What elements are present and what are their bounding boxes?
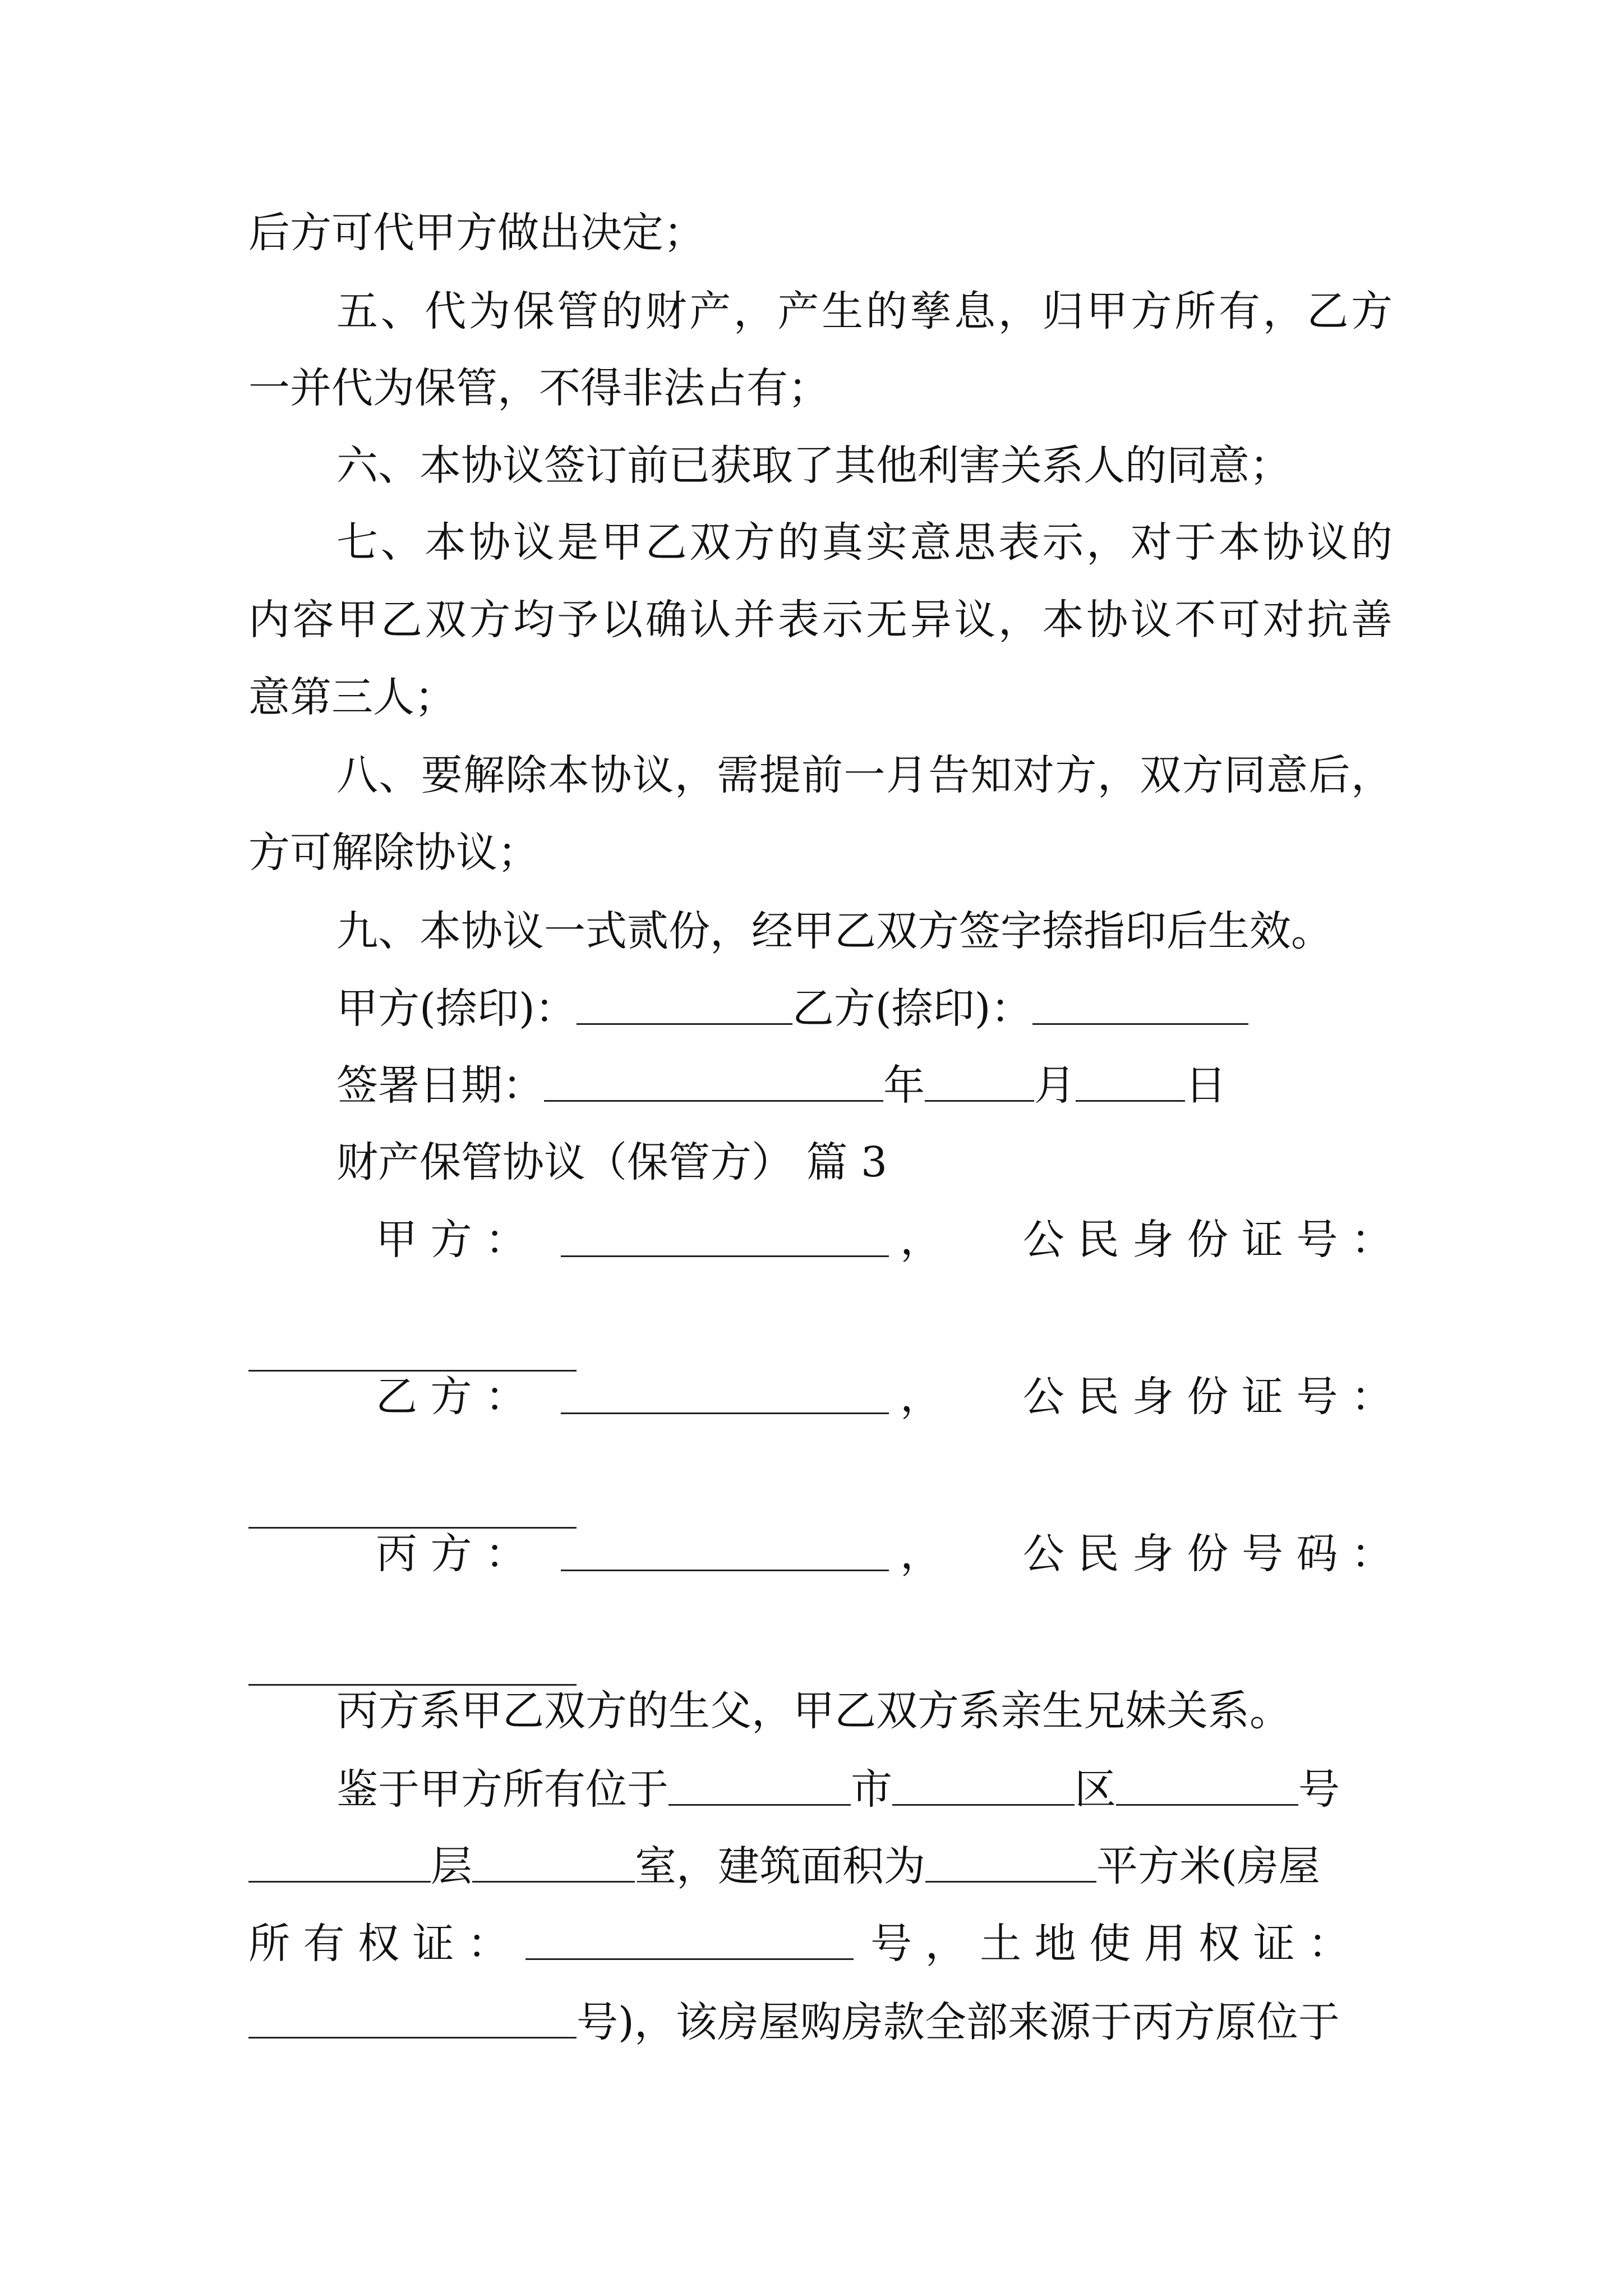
- date-label: 签署日期：: [336, 1061, 544, 1110]
- text: 方可解除协议；: [248, 829, 539, 877]
- text: 意第三人；: [248, 673, 456, 721]
- text-line: [248, 822, 1393, 884]
- text-line: [248, 666, 1393, 728]
- clause-8: [336, 744, 1393, 806]
- year-label: 年: [883, 1061, 925, 1110]
- text: 一并代为保管，不得非法占有；: [248, 364, 829, 412]
- property-line-4: [248, 1991, 1393, 2053]
- party-a-seal-label: 甲方(捺印)：: [336, 984, 577, 1033]
- clause-7: [336, 512, 1393, 573]
- id-label: 公 民 身 份 号 码 ：: [1022, 1530, 1393, 1578]
- clause-6: [336, 435, 1481, 496]
- date-line: [336, 1055, 1481, 1116]
- comma: ，: [900, 1530, 942, 1578]
- ownership-cert-blank: [525, 1921, 854, 1960]
- party-b-line: [376, 1366, 1393, 1428]
- section-title: [336, 1131, 1481, 1193]
- text: 号)，该房屋购房款全部来源于丙方原位于: [577, 1998, 1340, 2046]
- month-label: 月: [1034, 1061, 1076, 1110]
- property-line-2: [248, 1835, 1393, 1897]
- text: 后方可代甲方做出决定；: [248, 209, 705, 257]
- text: 所 有 权 证 ：: [248, 1920, 509, 1968]
- text: 层: [431, 1842, 472, 1890]
- text: 八、要解除本协议，需提前一月告知对方，双方同意后，: [336, 751, 1393, 799]
- party-a-label: 甲 方 ：: [376, 1216, 527, 1264]
- month-blank: [925, 1062, 1034, 1102]
- text: 丙方系甲乙双方的生父，甲乙双方系亲生兄妹关系。: [336, 1687, 1291, 1735]
- text-line: [248, 589, 1393, 651]
- id-label: 公 民 身 份 证 号 ：: [1022, 1216, 1393, 1264]
- property-line-1: [336, 1759, 1481, 1820]
- text: 内容甲乙双方均予以确认并表示无异议，本协议不可对抗善: [248, 596, 1393, 644]
- text: 五、代为保管的财产，产生的孳息，归甲方所有，乙方: [336, 287, 1393, 335]
- text: 市: [851, 1765, 892, 1814]
- party-c-line: [376, 1523, 1393, 1585]
- signature-line: [336, 978, 1481, 1039]
- street-number-blank: [1116, 1766, 1298, 1806]
- district-blank: [892, 1766, 1075, 1806]
- day-label: 日: [1185, 1061, 1227, 1110]
- text: 号 ， 土 地 使 用 权 证 ：: [870, 1920, 1350, 1968]
- party-b-name-blank: [561, 1375, 889, 1414]
- comma: ，: [900, 1373, 942, 1421]
- text: 号: [1298, 1765, 1340, 1814]
- text-line: [248, 202, 1393, 264]
- party-b-label: 乙 方 ：: [376, 1373, 527, 1421]
- floor-blank: [248, 1843, 431, 1883]
- party-a-line: [376, 1209, 1393, 1271]
- clause-5: [336, 280, 1393, 342]
- city-blank: [668, 1766, 851, 1806]
- party-b-seal-label: 乙方(捺印)：: [792, 984, 1032, 1033]
- year-blank: [544, 1062, 883, 1102]
- text: 七、本协议是甲乙双方的真实意思表示，对于本协议的: [336, 518, 1393, 567]
- text: 六、本协议签订前已获取了其他利害关系人的同意；: [336, 441, 1291, 490]
- room-blank: [472, 1843, 635, 1883]
- text: 鉴于甲方所有位于: [336, 1765, 668, 1814]
- land-cert-blank: [248, 1999, 577, 2039]
- party-a-name-blank: [561, 1218, 889, 1257]
- party-c-label: 丙 方 ：: [376, 1530, 527, 1578]
- text: 九、本协议一式贰份，经甲乙双方签字捺指印后生效。: [336, 907, 1332, 955]
- comma: ，: [900, 1216, 942, 1264]
- party-c-name-blank: [561, 1532, 889, 1571]
- text-line: [248, 357, 1393, 419]
- party-a-seal-blank: [577, 986, 792, 1025]
- text: 平方米(房屋: [1096, 1842, 1320, 1890]
- clause-9: [336, 900, 1481, 962]
- text: 财产保管协议（保管方） 篇 3: [336, 1138, 888, 1186]
- text: 室，建筑面积为: [635, 1842, 925, 1890]
- party-b-seal-blank: [1032, 986, 1248, 1025]
- day-blank: [1076, 1062, 1185, 1102]
- property-line-3: [248, 1913, 1393, 1975]
- area-blank: [925, 1843, 1096, 1883]
- relation-line: [336, 1680, 1481, 1742]
- id-label: 公 民 身 份 证 号 ：: [1022, 1373, 1393, 1421]
- text: 区: [1075, 1765, 1116, 1814]
